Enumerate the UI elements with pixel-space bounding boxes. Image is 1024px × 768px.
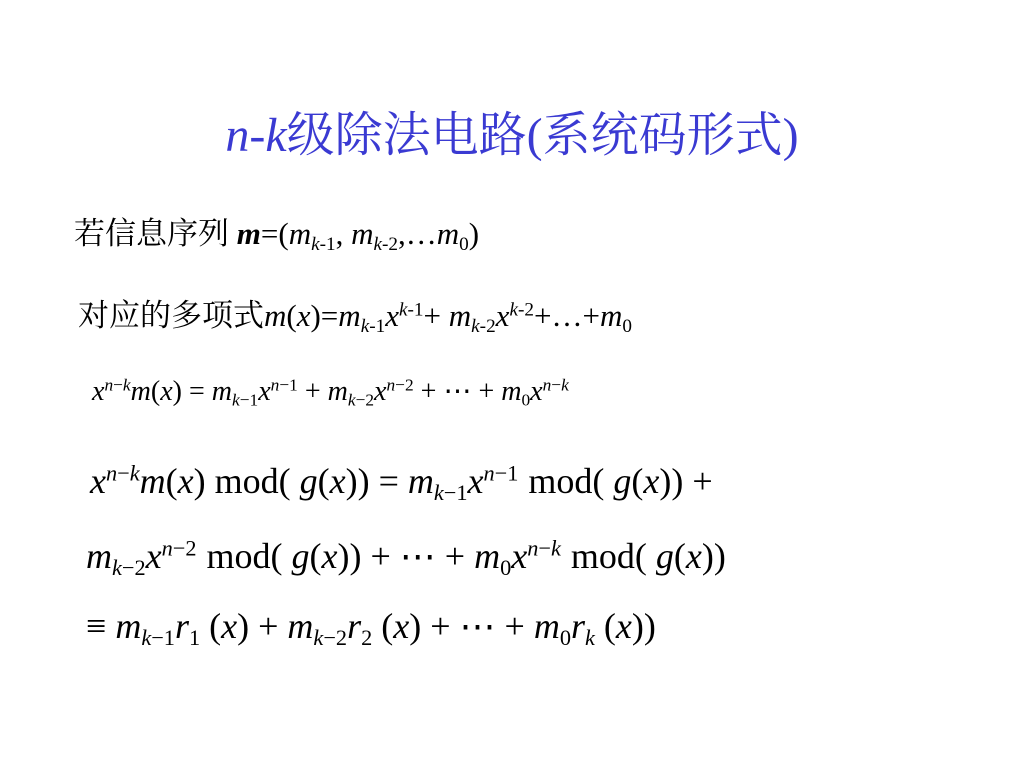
line2-text: 对应的多项式	[78, 298, 264, 333]
slide-title	[0, 109, 1024, 162]
title-variable: n-k	[225, 109, 287, 162]
message-sequence-line: 若信息序列 $m=(m_{k-1}$, $m_{k-2},\dots m_0$)	[74, 216, 480, 256]
ellipsis: …	[405, 216, 437, 251]
modulo-equation-part1: $x^{n-k}m(x)$ mod( $g(x)) = m_{k-1}x^{n-1}$ mod( g(x)) +	[90, 460, 713, 506]
polynomial-line: 对应的多项式$m(x)=m_{k-1}x^{k-1}+$ $m_{k-2}x^{k-2}+\dots+m_0$	[78, 298, 632, 338]
title-text: 级除法电路(系统码形式)	[286, 109, 799, 162]
shifted-polynomial-equation: $x^{n-k}m(x) = m_{k-1}x^{n-1} + m_{k-2}x^{n-2}$ + ⋯ + $m_0x^{n-k}$	[92, 375, 569, 410]
remainder-equation: ≡ $m_{k-1}r_1$ $(x) + m_{k-2}r_2$ (x) + ⋯ + $m_0r_k$ (x))	[86, 606, 656, 651]
modulo-equation-part2: $m_{k-2}x^{n-2}$ mod( g(x)) + ⋯ + $m_0x^{n-k}$ mod( g(x))	[86, 535, 726, 581]
line1-text: 若信息序列	[74, 216, 229, 251]
